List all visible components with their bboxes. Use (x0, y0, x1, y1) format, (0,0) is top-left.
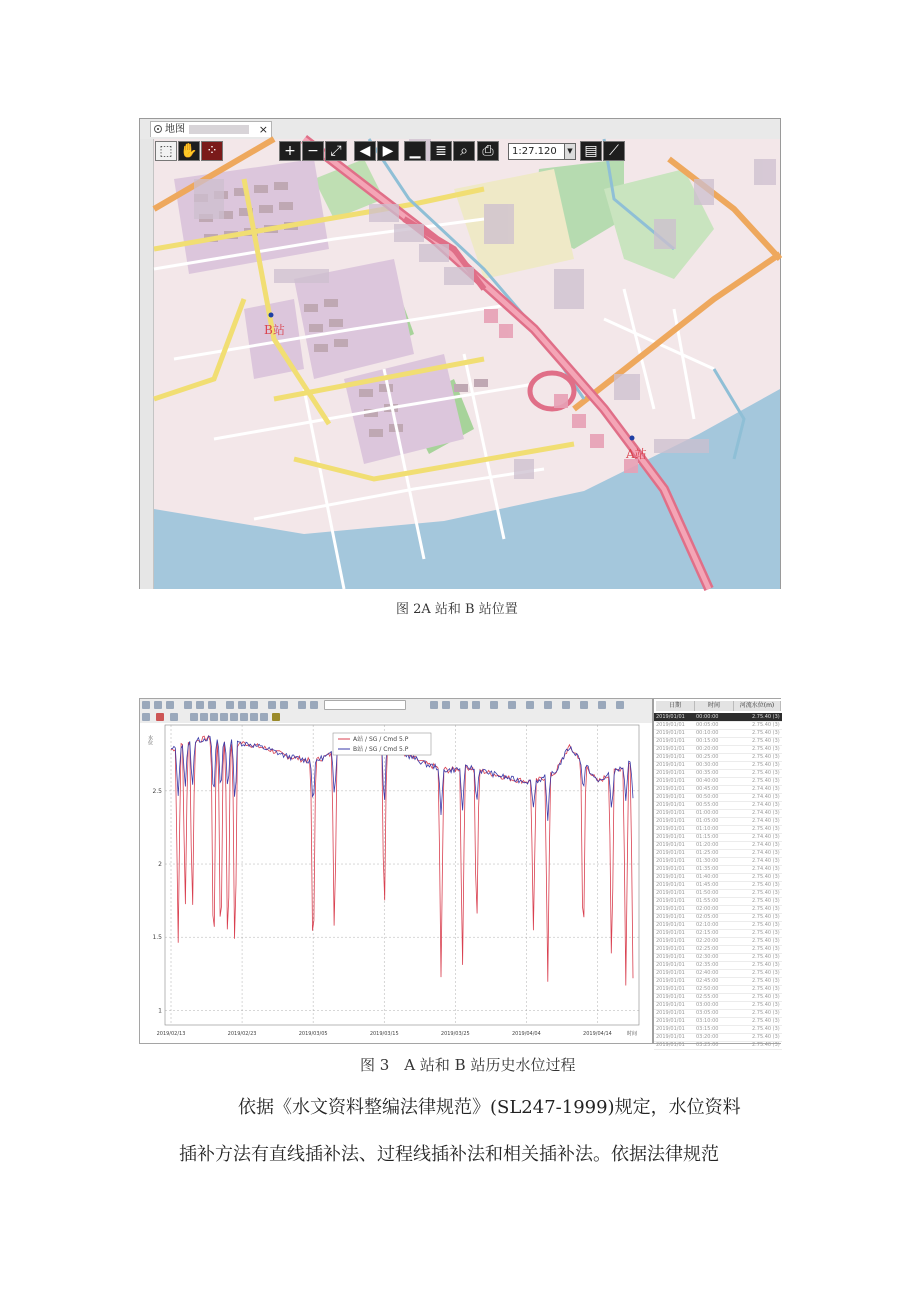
table-cell-time: 02:55:00 (696, 994, 719, 1000)
next-view-icon[interactable]: ▶ (377, 141, 399, 161)
toolbar-icon[interactable] (310, 701, 318, 709)
table-cell-level: 2.75.40 (3) (752, 890, 780, 896)
table-header-date[interactable]: 日期 (656, 701, 695, 711)
map-tab-radio-icon (154, 125, 162, 133)
map-tab-bar (140, 119, 780, 140)
table-cell-level: 2.74.40 (3) (752, 850, 780, 856)
table-cell-time: 01:55:00 (696, 898, 719, 904)
table-cell-time: 01:50:00 (696, 890, 719, 896)
table-cell-level: 2.75.40 (3) (752, 922, 780, 928)
station-a-marker[interactable] (630, 436, 635, 441)
table-header-time[interactable]: 时间 (695, 701, 734, 711)
figure-3-caption: 图 3 A 站和 B 站历史水位过程 (360, 1056, 576, 1074)
table-cell-level: 2.75.40 (3) (752, 826, 780, 832)
table-cell-time: 02:00:00 (696, 906, 719, 912)
table-cell-time: 03:20:00 (696, 1034, 719, 1040)
table-cell-level: 2.75.40 (3) (752, 914, 780, 920)
table-cell-level: 2.75.40 (3) (752, 746, 780, 752)
table-cell-date: 2019/01/01 (656, 714, 685, 720)
table-cell-time: 02:15:00 (696, 930, 719, 936)
table-cell-date: 2019/01/01 (656, 1010, 685, 1016)
table-cell-level: 2.74.40 (3) (752, 786, 780, 792)
table-cell-time: 00:40:00 (696, 778, 719, 784)
table-cell-date: 2019/01/01 (656, 978, 685, 984)
table-cell-date: 2019/01/01 (656, 866, 685, 872)
table-cell-level: 2.75.40 (3) (752, 1042, 780, 1048)
table-cell-date: 2019/01/01 (656, 858, 685, 864)
table-cell-date: 2019/01/01 (656, 754, 685, 760)
toolbar-icon[interactable] (142, 701, 150, 709)
table-cell-time: 02:40:00 (696, 970, 719, 976)
chevron-down-icon[interactable]: ▼ (564, 143, 576, 160)
toolbar-icon[interactable] (442, 701, 450, 709)
table-cell-date: 2019/01/01 (656, 762, 685, 768)
x-tick-label: 2019/02/13 (156, 1031, 186, 1037)
toolbar-icon[interactable] (526, 701, 534, 709)
table-cell-time: 02:50:00 (696, 986, 719, 992)
table-cell-level: 2.74.40 (3) (752, 818, 780, 824)
table-cell-level: 2.75.40 (3) (752, 1010, 780, 1016)
toolbar-icon[interactable] (230, 713, 238, 721)
table-cell-time: 00:25:00 (696, 754, 719, 760)
toolbar-icon[interactable] (170, 713, 178, 721)
table-cell-level: 2.75.40 (3) (752, 938, 780, 944)
paragraph-line-2: 插补方法有直线插补法、过程线插补法和相关插补法。依据法律规范 (179, 1144, 719, 1165)
paragraph-line-1: 依据《水文资料整编法律规范》(SL247-1999)规定，水位资料 (238, 1097, 741, 1118)
table-cell-date: 2019/01/01 (656, 722, 685, 728)
table-cell-level: 2.75.40 (3) (752, 1018, 780, 1024)
table-cell-date: 2019/01/01 (656, 986, 685, 992)
print-icon[interactable]: ⎙ (477, 141, 499, 161)
table-cell-time: 01:35:00 (696, 866, 719, 872)
table-cell-time: 00:20:00 (696, 746, 719, 752)
toolbar-icon[interactable] (298, 701, 306, 709)
layer-grid-icon[interactable]: ⁘ (201, 141, 223, 161)
table-cell-date: 2019/01/01 (656, 794, 685, 800)
table-cell-level: 2.75.40 (3) (752, 954, 780, 960)
x-tick-label: 2019/02/23 (227, 1031, 257, 1037)
search-icon[interactable]: ⌕ (453, 141, 475, 161)
table-cell-time: 03:10:00 (696, 1018, 719, 1024)
table-cell-time: 02:25:00 (696, 946, 719, 952)
table-cell-date: 2019/01/01 (656, 842, 685, 848)
table-cell-date: 2019/01/01 (656, 954, 685, 960)
table-cell-level: 2.74.40 (3) (752, 794, 780, 800)
map-left-strip (140, 139, 154, 589)
table-cell-level: 2.75.40 (3) (752, 978, 780, 984)
table-cell-level: 2.75.40 (3) (752, 1026, 780, 1032)
table-cell-date: 2019/01/01 (656, 834, 685, 840)
table-cell-time: 03:15:00 (696, 1026, 719, 1032)
table-cell-level: 2.75.40 (3) (752, 738, 780, 744)
chart-window (139, 698, 781, 1048)
table-cell-time: 02:30:00 (696, 954, 719, 960)
table-cell-date: 2019/01/01 (656, 826, 685, 832)
table-cell-date: 2019/01/01 (656, 994, 685, 1000)
table-icon[interactable]: ▤ (580, 141, 602, 161)
toolbar-icon[interactable] (280, 701, 288, 709)
table-cell-date: 2019/01/01 (656, 778, 685, 784)
toolbar-icon[interactable] (184, 701, 192, 709)
toolbar-icon[interactable] (508, 701, 516, 709)
table-cell-level: 2.74.40 (3) (752, 858, 780, 864)
table-cell-time: 03:00:00 (696, 1002, 719, 1008)
table-cell-level: 2.75.40 (3) (752, 1034, 780, 1040)
y-tick-label: 2.5 (152, 787, 162, 795)
table-cell-time: 02:10:00 (696, 922, 719, 928)
toolbar-icon[interactable] (238, 701, 246, 709)
toolbar-icon[interactable] (272, 713, 280, 721)
table-cell-date: 2019/01/01 (656, 810, 685, 816)
table-cell-level: 2.75.40 (3) (752, 994, 780, 1000)
table-cell-date: 2019/01/01 (656, 786, 685, 792)
table-cell-level: 2.75.40 (3) (752, 986, 780, 992)
table-cell-date: 2019/01/01 (656, 938, 685, 944)
chart-toolbar-row-1 (140, 699, 652, 711)
close-icon[interactable]: × (258, 123, 268, 136)
zoom-out-icon[interactable]: − (302, 141, 324, 161)
table-cell-date: 2019/01/01 (656, 770, 685, 776)
table-cell-time: 01:40:00 (696, 874, 719, 880)
toolbar-icon[interactable] (208, 701, 216, 709)
full-extent-icon[interactable]: ⤢ (325, 141, 347, 161)
table-cell-level: 2.75.40 (3) (752, 770, 780, 776)
table-cell-level: 2.75.40 (3) (752, 714, 780, 720)
y-tick-label: 2 (158, 861, 162, 869)
table-cell-date: 2019/01/01 (656, 1042, 685, 1048)
x-tick-label: 2019/03/25 (440, 1031, 470, 1037)
table-cell-time: 02:45:00 (696, 978, 719, 984)
toolbar-icon[interactable] (220, 713, 228, 721)
table-cell-time: 01:25:00 (696, 850, 719, 856)
toolbar-icon[interactable] (616, 701, 624, 709)
table-cell-date: 2019/01/01 (656, 874, 685, 880)
table-cell-level: 2.74.40 (3) (752, 810, 780, 816)
table-cell-level: 2.74.40 (3) (752, 866, 780, 872)
map-window (139, 118, 781, 589)
toolbar-icon[interactable] (154, 701, 162, 709)
toolbar-combo[interactable] (324, 700, 406, 710)
table-cell-date: 2019/01/01 (656, 970, 685, 976)
table-cell-time: 03:05:00 (696, 1010, 719, 1016)
x-tick-label: 2019/03/05 (298, 1031, 328, 1037)
table-cell-time: 00:55:00 (696, 802, 719, 808)
table-cell-time: 02:20:00 (696, 938, 719, 944)
table-cell-time: 00:50:00 (696, 794, 719, 800)
pan-hand-icon[interactable]: ✋ (178, 141, 200, 161)
table-cell-time: 00:05:00 (696, 722, 719, 728)
table-cell-level: 2.75.40 (3) (752, 754, 780, 760)
water-level-chart (140, 723, 652, 1043)
table-cell-date: 2019/01/01 (656, 850, 685, 856)
toolbar-icon[interactable] (200, 713, 208, 721)
table-cell-level: 2.74.40 (3) (752, 802, 780, 808)
previous-view-icon[interactable]: ◀ (354, 141, 376, 161)
chart-legend (333, 733, 431, 755)
toolbar-icon[interactable] (250, 713, 258, 721)
toolbar-icon[interactable] (166, 701, 174, 709)
table-cell-date: 2019/01/01 (656, 738, 685, 744)
x-tick-label: 2019/03/15 (369, 1031, 399, 1037)
table-cell-date: 2019/01/01 (656, 1018, 685, 1024)
table-cell-date: 2019/01/01 (656, 962, 685, 968)
table-cell-time: 00:00:00 (696, 714, 719, 720)
table-row[interactable] (654, 1041, 782, 1050)
table-cell-time: 00:35:00 (696, 770, 719, 776)
table-cell-level: 2.75.40 (3) (752, 970, 780, 976)
y-axis-label: 水位 (147, 735, 153, 745)
table-cell-date: 2019/01/01 (656, 898, 685, 904)
list-icon[interactable]: ≣ (430, 141, 452, 161)
legend-entry-b: B站 / SG / Cmd 5.P (353, 746, 409, 753)
table-cell-level: 2.75.40 (3) (752, 962, 780, 968)
x-tick-label: 2019/04/04 (511, 1031, 541, 1037)
table-cell-date: 2019/01/01 (656, 1034, 685, 1040)
table-cell-time: 01:20:00 (696, 842, 719, 848)
table-cell-date: 2019/01/01 (656, 1026, 685, 1032)
table-cell-date: 2019/01/01 (656, 914, 685, 920)
table-cell-level: 2.74.40 (3) (752, 834, 780, 840)
table-cell-time: 00:10:00 (696, 730, 719, 736)
toolbar-icon[interactable] (190, 713, 198, 721)
x-axis-end-label: 时间 (626, 1031, 637, 1037)
figure-2-caption: 图 2A 站和 B 站位置 (396, 602, 518, 617)
scale-input[interactable]: 1:27.120 (508, 143, 566, 160)
toolbar-icon[interactable] (196, 701, 204, 709)
y-tick-label: 1 (158, 1007, 162, 1015)
toolbar-icon[interactable] (268, 701, 276, 709)
table-cell-level: 2.75.40 (3) (752, 946, 780, 952)
table-cell-level: 2.75.40 (3) (752, 898, 780, 904)
toolbar-icon[interactable] (156, 713, 164, 721)
data-table[interactable] (652, 699, 782, 1048)
table-cell-level: 2.75.40 (3) (752, 906, 780, 912)
map-canvas[interactable] (154, 139, 780, 589)
table-cell-level: 2.74.40 (3) (752, 842, 780, 848)
table-cell-time: 00:15:00 (696, 738, 719, 744)
table-cell-time: 02:05:00 (696, 914, 719, 920)
toolbar-icon[interactable] (240, 713, 248, 721)
toolbar-icon[interactable] (472, 701, 480, 709)
table-cell-level: 2.75.40 (3) (752, 778, 780, 784)
table-cell-date: 2019/01/01 (656, 906, 685, 912)
station-b-marker[interactable] (269, 313, 274, 318)
table-cell-level: 2.75.40 (3) (752, 730, 780, 736)
map-tab-blurred-name (189, 125, 249, 134)
toolbar-icon[interactable] (250, 701, 258, 709)
legend-entry-a: A站 / SG / Cmd 5.P (353, 736, 409, 743)
table-cell-time: 01:45:00 (696, 882, 719, 888)
plot-area[interactable] (140, 723, 652, 1043)
table-cell-date: 2019/01/01 (656, 946, 685, 952)
select-icon[interactable]: ⬚ (155, 141, 177, 161)
toolbar-icon[interactable] (544, 701, 552, 709)
table-cell-level: 2.75.40 (3) (752, 762, 780, 768)
table-cell-level: 2.75.40 (3) (752, 930, 780, 936)
map-tab-label: 地图 (165, 124, 185, 135)
curve-tool-icon[interactable]: ⟋ (603, 141, 625, 161)
table-cell-date: 2019/01/01 (656, 922, 685, 928)
y-tick-label: 1.5 (152, 934, 162, 942)
table-header-level[interactable]: 河流水位(m) (734, 701, 781, 711)
table-cell-time: 01:30:00 (696, 858, 719, 864)
table-cell-time: 01:05:00 (696, 818, 719, 824)
table-cell-date: 2019/01/01 (656, 818, 685, 824)
table-cell-time: 01:10:00 (696, 826, 719, 832)
table-cell-time: 01:00:00 (696, 810, 719, 816)
table-cell-level: 2.75.40 (3) (752, 1002, 780, 1008)
table-cell-time: 01:15:00 (696, 834, 719, 840)
table-cell-level: 2.75.40 (3) (752, 874, 780, 880)
toolbar-icon[interactable] (562, 701, 570, 709)
toolbar-icon[interactable] (226, 701, 234, 709)
station-b-label: B站 (264, 323, 285, 337)
table-cell-time: 03:25:00 (696, 1042, 719, 1048)
toolbar-icon[interactable] (210, 713, 218, 721)
toolbar-icon[interactable] (580, 701, 588, 709)
toolbar-icon[interactable] (598, 701, 606, 709)
table-cell-date: 2019/01/01 (656, 802, 685, 808)
zoom-in-icon[interactable]: + (279, 141, 301, 161)
table-cell-time: 00:30:00 (696, 762, 719, 768)
x-tick-label: 2019/04/14 (583, 1031, 612, 1037)
measure-icon[interactable]: ▁ (404, 141, 426, 161)
table-cell-date: 2019/01/01 (656, 930, 685, 936)
table-cell-date: 2019/01/01 (656, 730, 685, 736)
toolbar-icon[interactable] (430, 701, 438, 709)
toolbar-icon[interactable] (490, 701, 498, 709)
toolbar-icon[interactable] (260, 713, 268, 721)
table-cell-time: 00:45:00 (696, 786, 719, 792)
table-cell-level: 2.75.40 (3) (752, 882, 780, 888)
station-a-label: A站 (626, 447, 647, 461)
table-cell-date: 2019/01/01 (656, 1002, 685, 1008)
table-cell-date: 2019/01/01 (656, 882, 685, 888)
table-cell-level: 2.75.40 (3) (752, 722, 780, 728)
table-cell-date: 2019/01/01 (656, 746, 685, 752)
table-cell-date: 2019/01/01 (656, 890, 685, 896)
map-tab[interactable] (150, 121, 272, 137)
table-cell-time: 02:35:00 (696, 962, 719, 968)
toolbar-icon[interactable] (460, 701, 468, 709)
toolbar-icon[interactable] (142, 713, 150, 721)
